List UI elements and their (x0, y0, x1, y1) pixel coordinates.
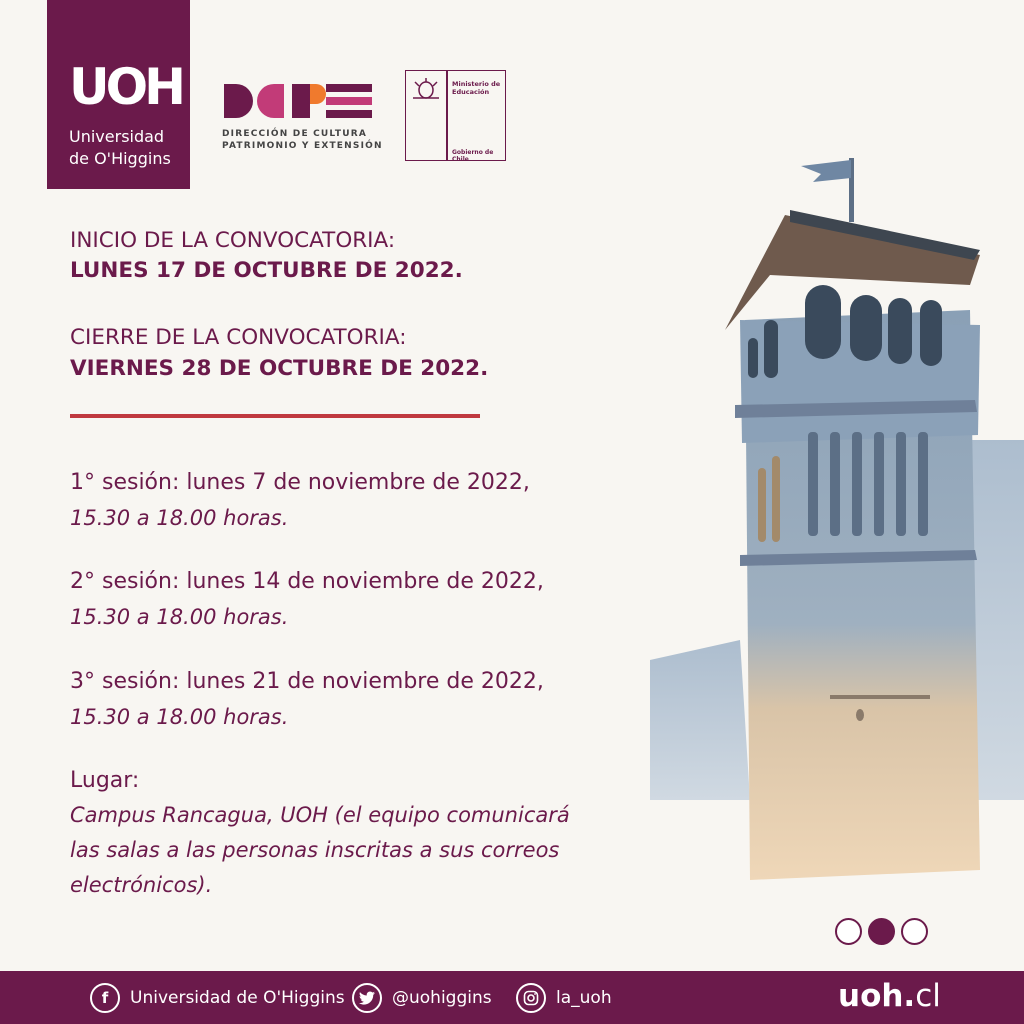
instagram-icon (516, 983, 546, 1013)
mineduc-line2: Educación (452, 88, 490, 96)
uoh-logo (47, 0, 190, 189)
coat-of-arms-icon (411, 76, 441, 102)
page-dot-2-active[interactable] (868, 918, 895, 945)
lugar-label: Lugar: (70, 768, 140, 793)
dcpe-logo (222, 80, 382, 150)
page-dot-3[interactable] (901, 918, 928, 945)
tower-illustration (640, 150, 1024, 880)
mineduc-divider (446, 71, 448, 160)
lugar-line2: las salas a las personas inscritas a sus correos (70, 838, 560, 862)
instagram-label: la_uoh (556, 987, 612, 1008)
site-bold: uoh. (838, 978, 916, 1014)
session-3-hours: 15.30 a 18.00 horas. (70, 705, 289, 729)
facebook-icon: f (90, 983, 120, 1013)
dcpe-line1: DIRECCIÓN DE CULTURA (222, 129, 368, 139)
dcpe-line2: PATRIMONIO Y EXTENSIÓN (222, 141, 383, 151)
lugar-line1: Campus Rancagua, UOH (el equipo comunicará (70, 803, 570, 827)
session-2-title: 2° sesión: lunes 14 de noviembre de 2022, (70, 569, 544, 594)
instagram-link[interactable] (516, 971, 612, 1024)
mineduc-logo (405, 70, 506, 161)
inicio-date: LUNES 17 DE OCTUBRE DE 2022. (70, 258, 463, 283)
dcpe-logo-mark (222, 80, 372, 122)
cierre-date: VIERNES 28 DE OCTUBRE DE 2022. (70, 356, 489, 381)
twitter-icon (352, 983, 382, 1013)
page-dot-1[interactable] (835, 918, 862, 945)
session-1-title: 1° sesión: lunes 7 de noviembre de 2022, (70, 470, 530, 495)
inicio-label: INICIO DE LA CONVOCATORIA: (70, 228, 396, 253)
mineduc-footer: Gobierno de Chile (452, 149, 494, 163)
website-link[interactable] (838, 978, 941, 1014)
mineduc-line1: Ministerio de (452, 80, 501, 88)
twitter-link[interactable] (352, 971, 492, 1024)
cierre-label: CIERRE DE LA CONVOCATORIA: (70, 325, 407, 350)
session-2-hours: 15.30 a 18.00 horas. (70, 605, 289, 629)
dcpe-text (222, 128, 383, 152)
session-3-title: 3° sesión: lunes 21 de noviembre de 2022, (70, 669, 544, 694)
site-thin: cl (915, 978, 941, 1014)
divider-line (70, 414, 480, 418)
session-1-hours: 15.30 a 18.00 horas. (70, 506, 289, 530)
twitter-label: @uohiggins (392, 987, 492, 1008)
uoh-logo-name (69, 126, 171, 170)
facebook-label: Universidad de O'Higgins (130, 987, 345, 1008)
facebook-link[interactable] (90, 971, 345, 1024)
lugar-line3: electrónicos). (70, 873, 213, 897)
footer-bar (0, 971, 1024, 1024)
uoh-logo-mark: UOH (69, 58, 182, 116)
uoh-name-line2: de O'Higgins (69, 149, 171, 168)
uoh-name-line1: Universidad (69, 127, 165, 146)
mineduc-title (452, 80, 500, 96)
pagination-dots (835, 918, 928, 945)
